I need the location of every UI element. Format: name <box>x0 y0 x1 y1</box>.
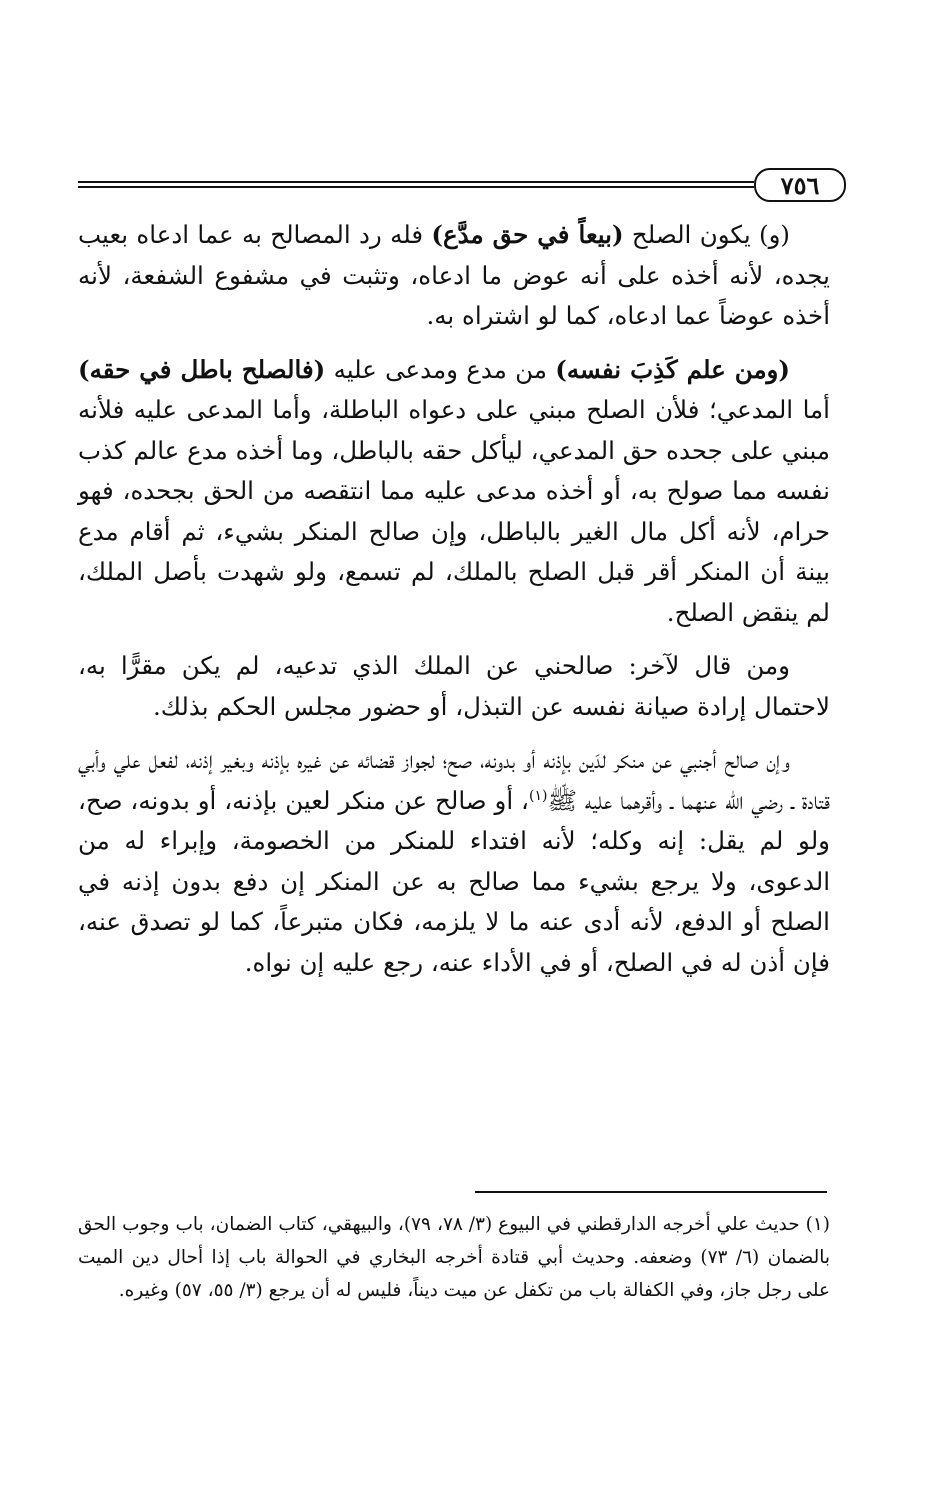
footnote-marker: (١) <box>528 787 548 804</box>
paragraph-text: أما المدعي؛ فلأن الصلح مبني على دعواه الباطلة، وأما المدعى عليه فلأنه مبني على جحده حق المدعي، ليأكل حقه بالباطل، وما أخذه مدع عالم كذب نفسه مما صولح به، أو أخذه مدعى عليه مما انتقصه من الحق بجحده، فهو حرام، لأنه أكل مال الغير بالباطل، وإن صالح المنكر بشيء، ثم أقام مدع بينة أن المنكر أقر قبل الصلح بالملك، لم تسمع، ولو شهدت بأصل الملك، لم ينقض الصلح. <box>78 395 830 627</box>
paragraph <box>78 740 830 983</box>
main-text <box>78 215 830 996</box>
matn-text: (بيعاً في حق مدَّع) <box>431 220 624 249</box>
paragraph <box>78 646 830 727</box>
paragraph-text: ، أو صالح عن منكر لعين بإذنه، أو بدونه، صح، ولو لم يقل: إنه وكله؛ لأنه افتداء للمنكر من الخصومة، وإبراء له من الدعوى، ولا يرجع بشيء مما صالح به عن المنكر إن دفع بدون إذنه في الصلح أو الدفع، لأنه أدى عنه ما لا يلزمه، فكان متبرعاً، كما لو تصدق عنه، فإن أذن له في الصلح، أو في الأداء عنه، رجع عليه إن نواه. <box>78 785 830 977</box>
paragraph-text: (و) يكون الصلح <box>623 220 790 249</box>
paragraph-text: وإن صالح أجنبي عن منكر لدَين بإذنه أو بدونه، صح؛ لجواز قضائه عن غيره بإذنه وبغير إذنه، لفعل علي وأبي قتادة ـ رضي الله عنهما ـ وأقرهما عليه ﷺ <box>78 745 831 815</box>
page-number-badge <box>754 168 846 202</box>
paragraph-text: فله رد المصالح به عما ادعاه بعيب يجده، لأنه أخذه على أنه عوض ما ادعاه، وتثبت في مشفوع الشفعة، لأنه أخذه عوضاً عما ادعاه، كما لو اشتراه به. <box>78 220 830 330</box>
header-rule <box>78 181 754 188</box>
page-header <box>78 168 846 208</box>
page-number: ٧٥٦ <box>780 170 820 200</box>
footnote <box>78 1208 830 1307</box>
paragraph <box>78 215 830 337</box>
paragraph-text: من مدع ومدعى عليه <box>325 354 556 384</box>
paragraph-text: ومن قال لآخر: صالحني عن الملك الذي تدعيه، لم يكن مقرًّا به، لاحتمال إرادة صيانة نفسه عن التبذل، أو حضور مجلس الحكم بذلك. <box>78 651 830 721</box>
matn-text: (ومن علم كَذِبَ نفسه) <box>555 354 790 384</box>
matn-text: (فالصلح باطل في حقه) <box>78 354 326 384</box>
footnote-separator <box>475 1191 827 1193</box>
paragraph <box>78 350 830 634</box>
footnote-text: (١) حديث علي أخرجه الدارقطني في البيوع (٣/ ٧٨، ٧٩)، والبيهقي، كتاب الضمان، باب وجوب الحق بالضمان (٦/ ٧٣) وضعفه. وحديث أبي قتادة أخرجه البخاري في الحوالة باب إذا أحال دين الميت على رجل جاز، وفي الكفالة باب من تكفل عن ميت ديناً، فليس له أن يرجع (٣/ ٥٥، ٥٧) وغيره. <box>78 1214 831 1301</box>
